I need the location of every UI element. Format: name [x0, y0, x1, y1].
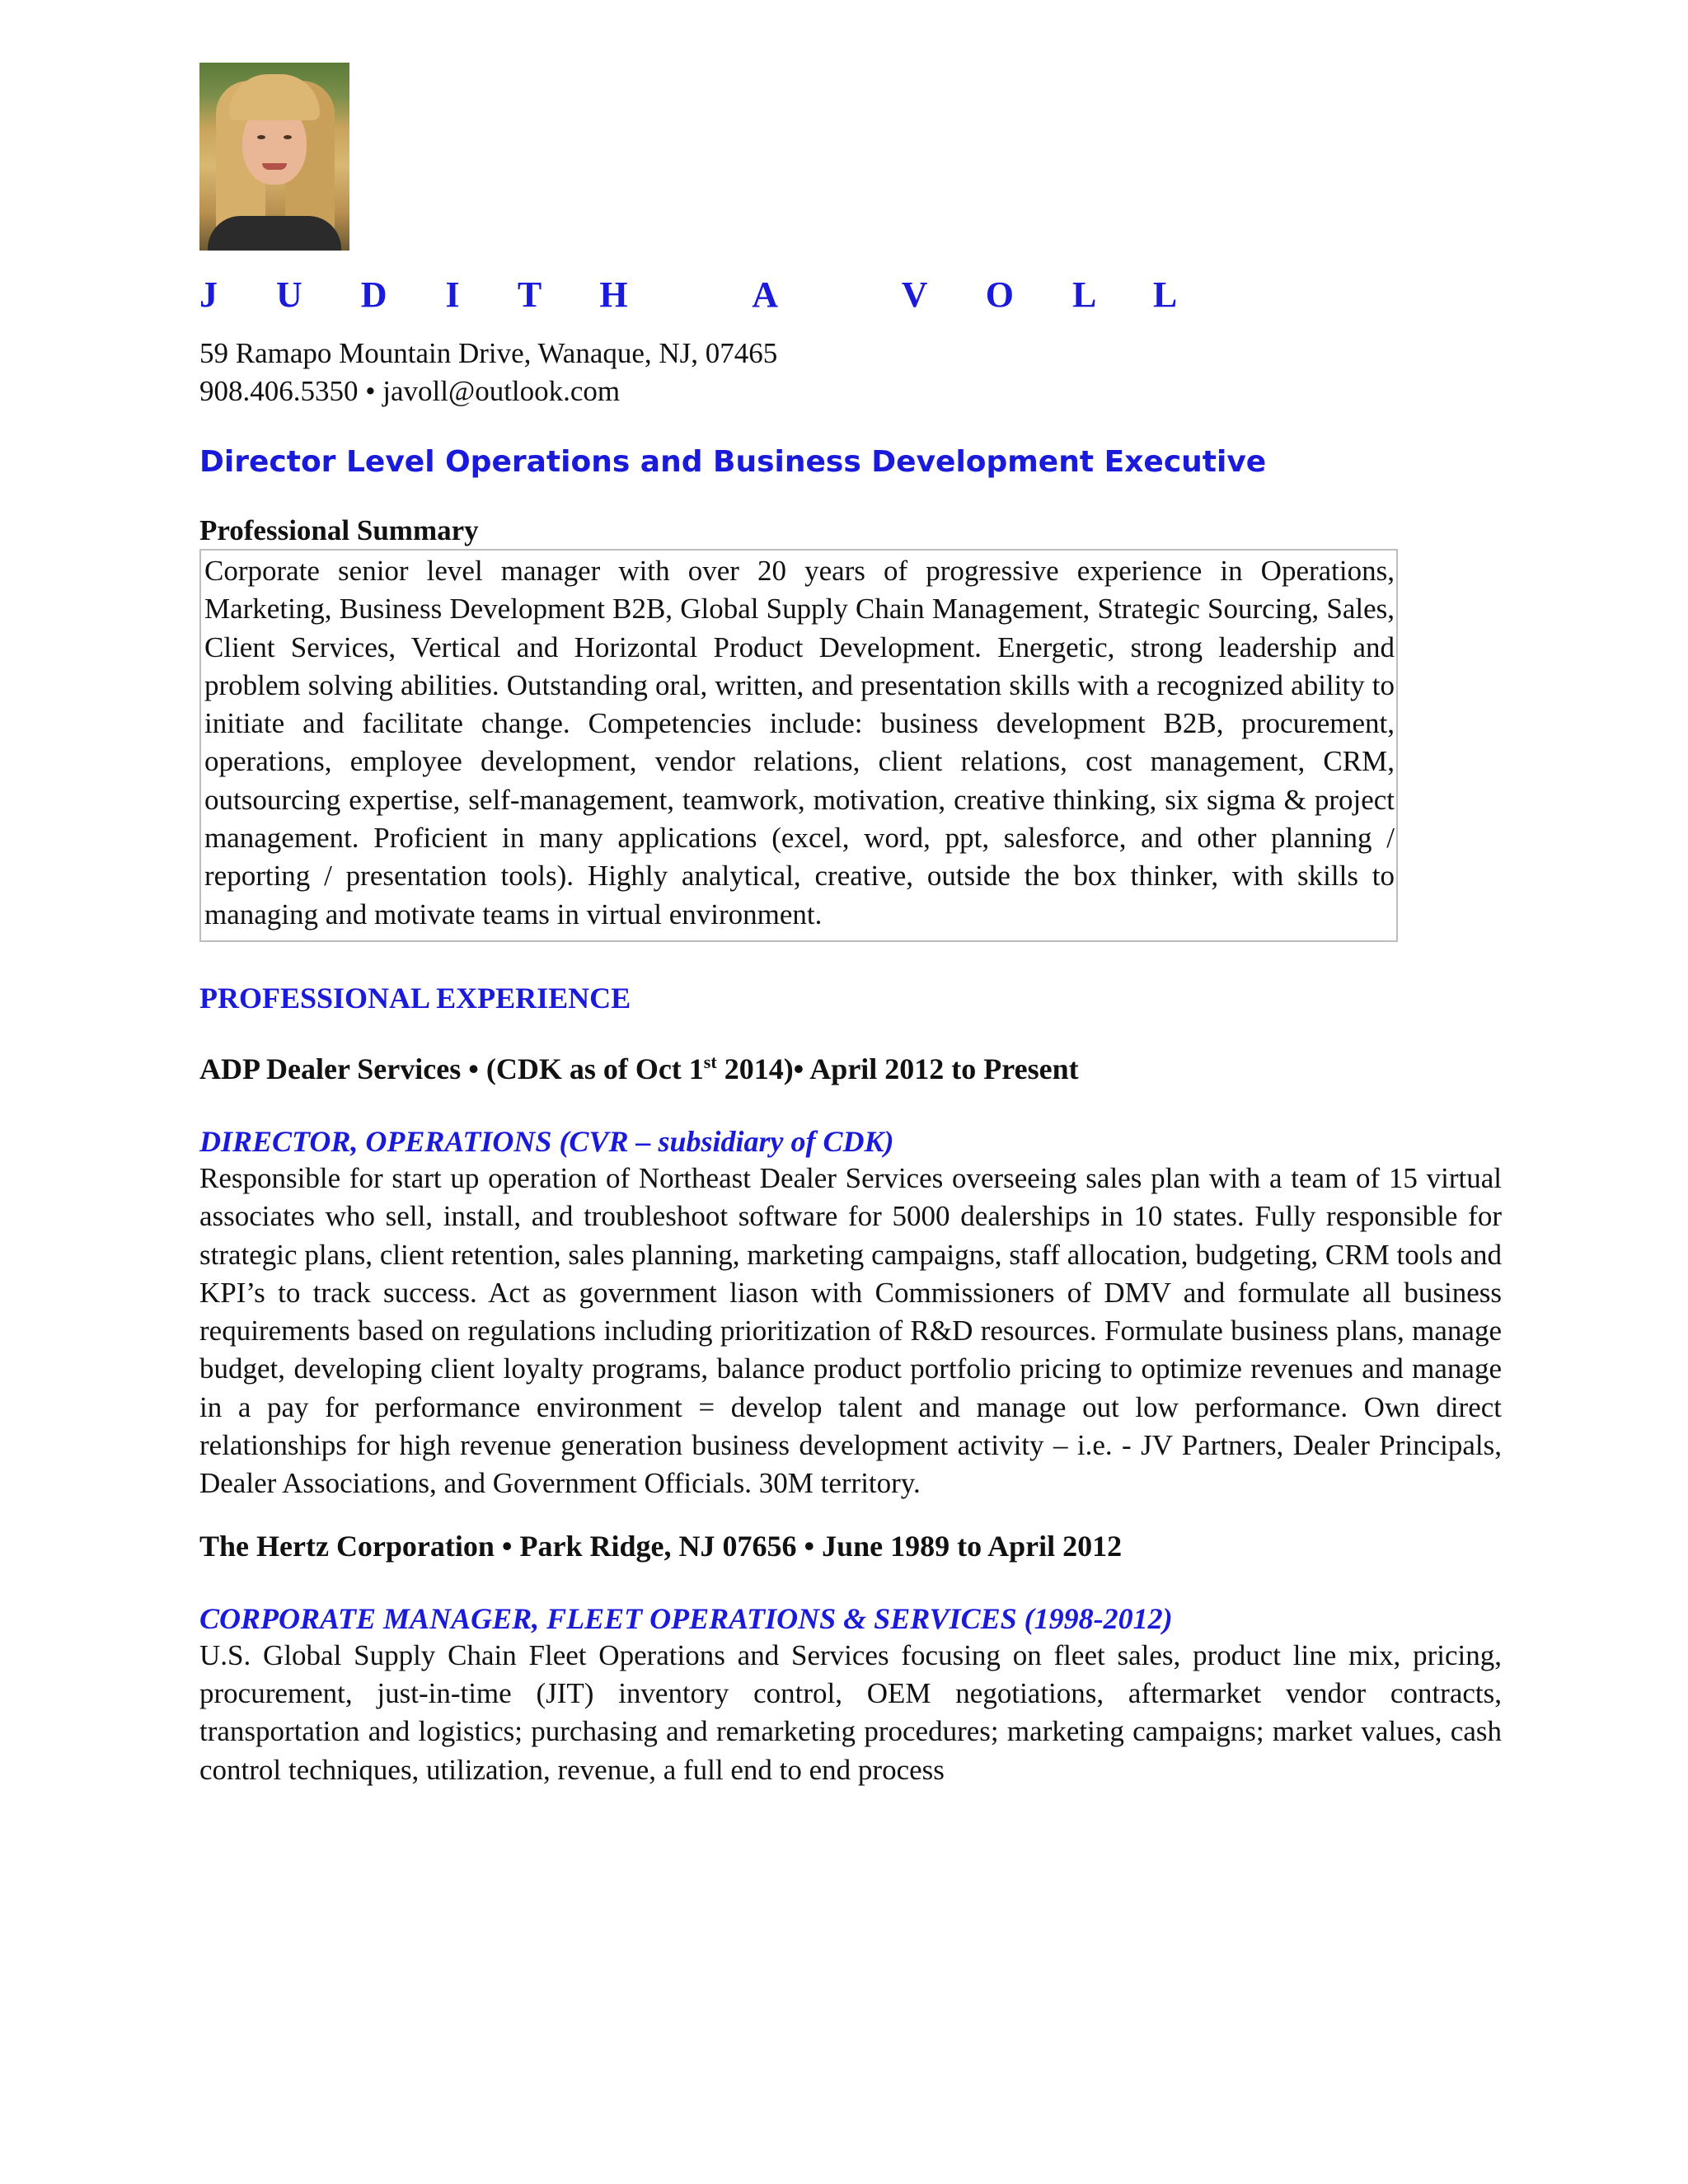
phone-email: 908.406.5350 • javoll@outlook.com	[199, 375, 621, 407]
job-company: The Hertz Corporation • Park Ridge, NJ 07656 • June 1989 to April 2012	[199, 1529, 1123, 1563]
profile-photo	[199, 63, 349, 251]
job-description: U.S. Global Supply Chain Fleet Operations and Services focusing on fleet sales, product line mix, pricing, procurement, just-in-time (JIT) inventory control, OEM negotiations, aftermarket vendor contracts, transportation and logistics; purchasing and remarketing procedures; marketing campaigns; market values, cash control techniques, utilization, revenue, a full end to end process	[199, 1638, 1502, 1786]
job-title: CORPORATE MANAGER, FLEET OPERATIONS & SERVICES (1998-2012)	[199, 1601, 1173, 1635]
contact-block	[199, 335, 1502, 410]
job-title: DIRECTOR, OPERATIONS (CVR – subsidiary of CDK)	[199, 1124, 894, 1158]
summary-title: Professional Summary	[199, 514, 479, 546]
resume-page	[199, 63, 1502, 1789]
address: 59 Ramapo Mountain Drive, Wanaque, NJ, 07465	[199, 337, 778, 369]
summary-text: Corporate senior level manager with over 20 years of progressive experience in Operations, Marketing, Business Development B2B, Global Supply Chain Management, Strategic Sourcing, Sales, Client Services, Vertical and Horizontal Product Development. Energetic, strong leadership and problem solving abilities. Outstanding oral, written, and presentation skills with a recognized ability to initiate and facilitate change. Competencies include: business development B2B, procurement, operations, employee development, vendor relations, client relations, cost management, CRM, outsourcing expertise, self-management, teamwork, motivation, creative thinking, six sigma & project management. Proficient in many applications (excel, word, ppt, salesforce, and other planning / reporting / presentation tools). Highly analytical, creative, outside the box thinker, with skills to managing and motivate teams in virtual environment.	[199, 549, 1398, 942]
candidate-name: J U D I T H A V O L L	[199, 274, 1203, 315]
experience-section-title: PROFESSIONAL EXPERIENCE	[199, 981, 631, 1015]
job-description: Responsible for start up operation of Northeast Dealer Services overseeing sales plan with a team of 15 virtual associates who sell, install, and troubleshoot software for 5000 dealerships in 10 states. Fully responsible for strategic plans, client retention, sales planning, marketing campaigns, staff allocation, budgeting, CRM tools and KPI’s to track success. Act as government liason with Commissioners of DMV and formulate all business requirements based on regulations including prioritization of R&D resources. Formulate business plans, manage budget, developing client loyalty programs, balance product portfolio pricing to optimize revenues and manage in a pay for performance environment = develop talent and manage out low performance. Own direct relationships for high revenue generation business development activity – i.e. - JV Partners, Dealer Principals, Dealer Associations, and Government Officials. 30M territory.	[199, 1161, 1502, 1500]
headline: Director Level Operations and Business Development Executive	[199, 445, 1267, 479]
job-company: ADP Dealer Services • (CDK as of Oct 1st 2014)• April 2012 to Present	[199, 1051, 1079, 1085]
